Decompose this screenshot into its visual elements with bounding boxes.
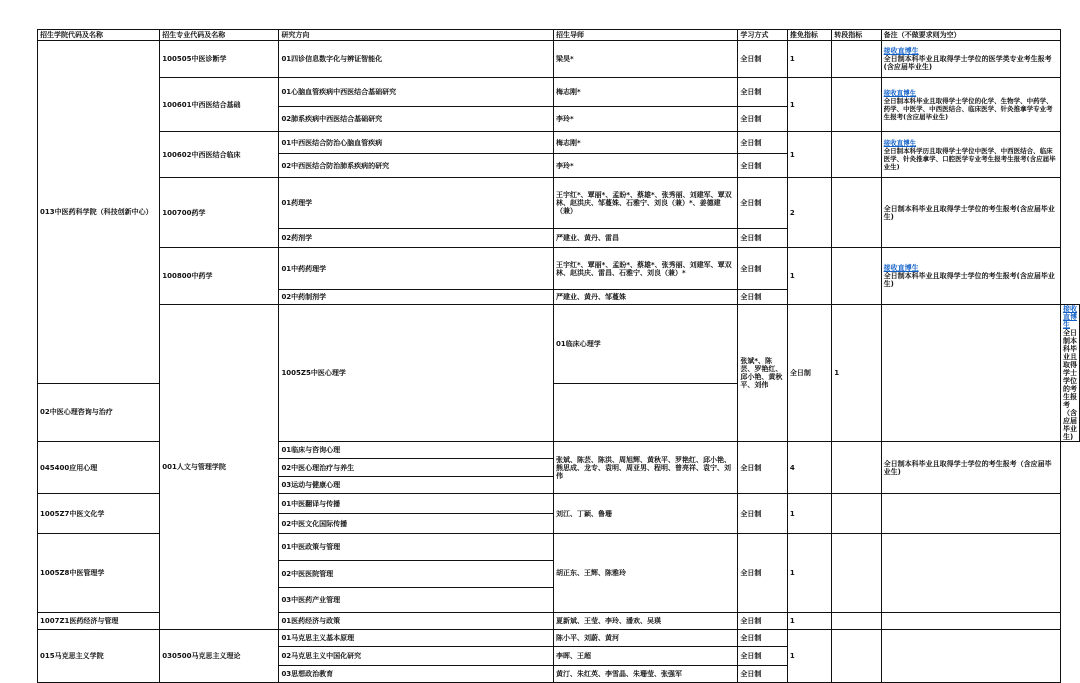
tutor-cell: 李玲* [554, 107, 738, 132]
recommend-quota-cell: 1 [787, 78, 831, 132]
remarks-cell [881, 248, 1060, 305]
recommend-quota-cell: 4 [787, 442, 831, 494]
mode-cell: 全日制 [738, 248, 787, 290]
mode-cell: 全日制 [738, 666, 787, 683]
mode-cell: 全日制 [738, 229, 787, 248]
mode-cell: 全日制 [738, 613, 787, 630]
direction-cell: 02中药制剂学 [279, 290, 554, 305]
major-cell: 1007Z1医药经济与管理 [38, 613, 160, 630]
tutor-cell: 严建业、黄丹、雷昌 [554, 229, 738, 248]
direction-cell: 01中医翻译与传播 [279, 494, 554, 514]
mode-cell: 全日制 [738, 630, 787, 647]
direction-cell: 02中医医院管理 [279, 561, 554, 588]
transfer-quota-cell [881, 305, 1060, 442]
major-cell: 100601中西医结合基础 [160, 78, 279, 132]
tutor-cell: 刘江、丁颖、鲁珊 [554, 494, 738, 534]
major-cell: 100800中药学 [160, 248, 279, 305]
transfer-quota-cell [832, 630, 881, 683]
tutor-cell: 梅志刚* [554, 132, 738, 154]
tutor-cell: 陈小平、刘蔚、黄河 [554, 630, 738, 647]
mode-cell: 全日制 [738, 442, 787, 494]
recommend-quota-cell: 1 [787, 494, 831, 534]
direction-cell: 02中医文化国际传播 [279, 514, 554, 534]
tutor-cell: 梁昊* [554, 41, 738, 78]
recommend-quota-cell: 1 [787, 248, 831, 305]
remarks-cell [881, 78, 1060, 132]
mode-cell: 全日制 [787, 305, 831, 442]
remarks-cell [881, 534, 1060, 613]
mode-cell: 全日制 [738, 132, 787, 154]
remark-text: 全日制本科毕业且取得学士学位的考生报考（含应届毕业生) [1063, 329, 1077, 441]
transfer-quota-cell [832, 248, 881, 305]
direction-cell: 01中西医结合防治心脑血管疾病 [279, 132, 554, 154]
mode-cell: 全日制 [738, 647, 787, 666]
major-cell: 1005Z7中医文化学 [38, 494, 160, 534]
major-cell: 100602中西医结合临床 [160, 132, 279, 178]
recommend-quota-cell: 1 [787, 132, 831, 178]
major-cell: 045400应用心理 [38, 442, 160, 494]
direction-cell: 01中医政策与管理 [279, 534, 554, 561]
direction-cell: 01心脑血管疾病中西医结合基础研究 [279, 78, 554, 107]
transfer-quota-cell [832, 613, 881, 630]
header-tutor: 招生导师 [554, 30, 738, 41]
remarks-cell [1061, 305, 1080, 442]
tutor-cell: 胡正东、王辉、陈雅玲 [554, 534, 738, 613]
tutor-cell: 黄汀、朱红英、李雪晶、朱珊莹、张强军 [554, 666, 738, 683]
direction-cell: 01药理学 [279, 178, 554, 229]
recommend-quota-cell: 1 [832, 305, 881, 442]
mode-cell: 全日制 [738, 534, 787, 613]
mode-cell: 全日制 [738, 494, 787, 534]
major-cell: 100700药学 [160, 178, 279, 248]
mode-cell: 全日制 [738, 290, 787, 305]
tutor-cell: 张斌*、陈芸、罗艳红、邱小艳、黄秋平、刘伟 [738, 305, 787, 442]
table-row [38, 132, 1080, 154]
direct-phd-link[interactable]: 接收直博生 [883, 47, 919, 55]
direction-cell: 03运动与健康心理 [279, 477, 554, 494]
remarks-cell [881, 41, 1060, 78]
remark-text: 全日制本科毕业且取得学士学位的考生报考(含应届毕业生) [883, 272, 1055, 288]
recommend-quota-cell: 1 [787, 613, 831, 630]
header-college: 招生学院代码及名称 [38, 30, 160, 41]
major-cell: 1005Z8中医管理学 [38, 534, 160, 613]
mode-cell: 全日制 [738, 78, 787, 107]
remarks-cell [881, 442, 1060, 494]
major-cell: 100505中医诊断学 [160, 41, 279, 78]
direction-cell: 01四诊信息数字化与辨证智能化 [279, 41, 554, 78]
tutor-cell: 王宇红*、覃丽*、孟盼*、蔡雄*、张秀丽、刘建军、覃双林、赵洪庆、雷昌、石雅宁、刘良（兼）* [554, 248, 738, 290]
direction-cell: 02肺系疾病中西医结合基础研究 [279, 107, 554, 132]
direct-phd-link[interactable]: 接收直博生 [883, 88, 917, 97]
direction-cell: 02中西医结合防治肺系疾病的研究 [279, 154, 554, 178]
tutor-cell: 严建业、黄丹、邹蔓姝 [554, 290, 738, 305]
college-cell: 001人文与管理学院 [160, 305, 279, 630]
header-recommend-quota: 推免指标 [787, 30, 831, 41]
recommend-quota-cell: 1 [787, 41, 831, 78]
direct-phd-link[interactable]: 接收直博生 [883, 138, 917, 147]
direction-cell: 01中药药理学 [279, 248, 554, 290]
tutor-cell: 梅志刚* [554, 78, 738, 107]
header-remarks: 备注（不做要求则为空） [881, 30, 1060, 41]
table-row [38, 305, 1080, 384]
tutor-cell: 王宇红*、覃丽*、孟盼*、蔡雄*、张秀丽、刘建军、覃双林、赵洪庆、邹蔓姝、石雅宁、刘良（兼）*、姜德建（兼） [554, 178, 738, 229]
tutor-cell: 夏新斌、王莹、李玲、潘欢、吴瑛 [554, 613, 738, 630]
table-row [38, 78, 1080, 107]
transfer-quota-cell [832, 494, 881, 534]
transfer-quota-cell [832, 132, 881, 178]
direct-phd-link[interactable]: 接收直博生 [883, 264, 919, 272]
transfer-quota-cell [832, 178, 881, 248]
transfer-quota-cell [832, 442, 881, 494]
direct-phd-link[interactable]: 接收直博生 [1063, 305, 1077, 329]
transfer-quota-cell [832, 534, 881, 613]
tutor-cell: 李玲* [554, 154, 738, 178]
transfer-quota-cell [832, 41, 881, 78]
direction-cell: 01临床心理学 [554, 305, 738, 384]
recommend-quota-cell: 2 [787, 178, 831, 248]
table-row [38, 630, 1080, 647]
direction-cell: 01医药经济与政策 [279, 613, 554, 630]
header-mode: 学习方式 [738, 30, 787, 41]
mode-cell: 全日制 [738, 154, 787, 178]
remarks-cell [881, 494, 1060, 534]
header-transfer-quota: 转段指标 [832, 30, 881, 41]
remarks-cell [881, 630, 1060, 683]
direction-cell: 03中医药产业管理 [279, 588, 554, 613]
header-major: 招生专业代码及名称 [160, 30, 279, 41]
mode-cell: 全日制 [738, 41, 787, 78]
tutor-cell: 李晖、王超 [554, 647, 738, 666]
mode-cell: 全日制 [738, 107, 787, 132]
direction-cell: 02中医心理治疗与养生 [279, 459, 554, 477]
header-row [38, 30, 1080, 41]
recommend-quota-cell: 1 [787, 630, 831, 683]
table-row [38, 248, 1080, 290]
remarks-cell [881, 178, 1060, 248]
table-row [38, 178, 1080, 229]
remark-text: 全日制本科学历且取得学士学位中医学、中西医结合、临床医学、针灸推拿学、口腔医学专业考生报考生报考(含应届毕业生) [883, 146, 1056, 171]
tutor-cell: 张斌、陈芸、陈洪、周旭辉、黄秋平、罗艳红、邱小艳、熊思成、龙专、袁明、周亚男、程明、曾亮祥、袁宁、刘伟 [554, 442, 738, 494]
table-row [38, 41, 1080, 78]
direction-cell: 03思想政治教育 [279, 666, 554, 683]
direction-cell: 02中医心理咨询与治疗 [38, 383, 160, 441]
college-cell: 013中医药科学院（科技创新中心） [38, 41, 160, 384]
remarks-cell [881, 613, 1060, 630]
header-direction: 研究方向 [279, 30, 554, 41]
direction-cell: 01临床与咨询心理 [279, 442, 554, 459]
major-cell: 1005Z5中医心理学 [279, 305, 554, 442]
remark-text: 全日制本科毕业且取得学士学位的考生报考(含应届毕业生) [883, 204, 1055, 221]
enrollment-table [37, 29, 1080, 683]
transfer-quota-cell [832, 78, 881, 132]
college-cell: 015马克思主义学院 [38, 630, 160, 683]
remark-text: 全日制本科毕业且取得学士学位的化学、生物学、中药学、药学、中医学、中西医结合、临床医学、针灸推拿学专业考生报考(含应届毕业生) [883, 96, 1053, 121]
remarks-cell [881, 132, 1060, 178]
direction-cell: 02马克思主义中国化研究 [279, 647, 554, 666]
remark-text: 全日制本科毕业且取得学士学位的医学类专业考生报考(含应届毕业生) [883, 55, 1052, 71]
mode-cell: 全日制 [738, 178, 787, 229]
direction-cell: 02药剂学 [279, 229, 554, 248]
direction-cell: 01马克思主义基本原理 [279, 630, 554, 647]
major-cell: 030500马克思主义理论 [160, 630, 279, 683]
remark-text: 全日制本科毕业且取得学士学位的考生报考（含应届毕业生) [883, 459, 1052, 476]
recommend-quota-cell: 1 [787, 534, 831, 613]
